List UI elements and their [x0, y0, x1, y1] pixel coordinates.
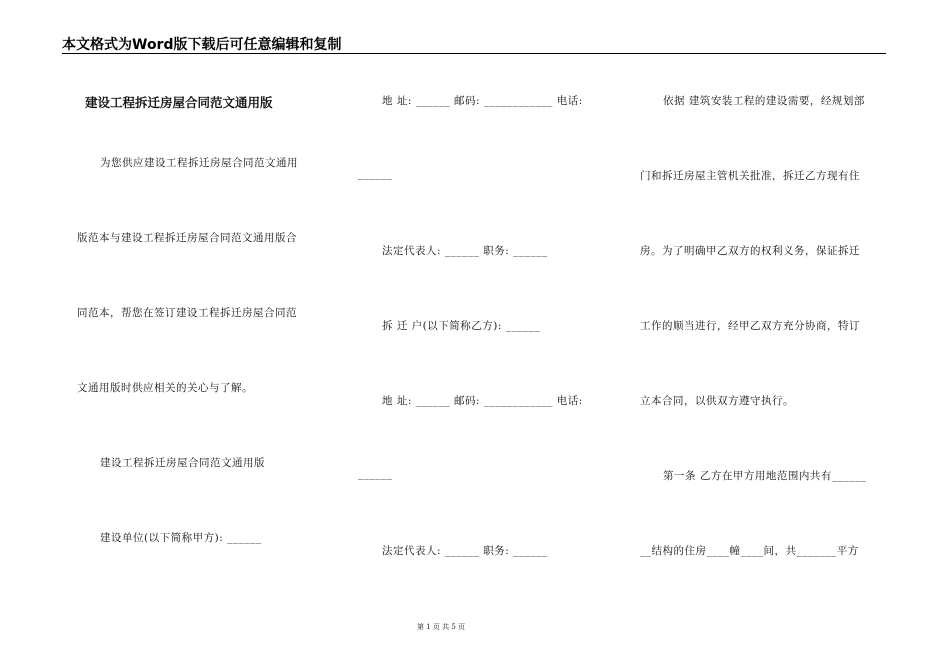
col1-line: 同范本，帮您在签订建设工程拆迁房屋合同范 — [77, 307, 297, 319]
col2-line: 法定代表人: ______ 职务: ______ — [382, 545, 548, 557]
header-divider — [62, 53, 886, 54]
col3-line: 工作的顺当进行，经甲乙双方充分协商，特订 — [640, 320, 860, 332]
col3-line: 第一条 乙方在甲方用地范围内共有______ — [663, 470, 867, 482]
col3-line: 门和拆迁房屋主管机关批准，拆迁乙方现有住 — [640, 170, 860, 182]
col3-line: __结构的住房____幢____间，共_______平方 — [640, 545, 859, 557]
col2-line: 法定代表人: ______ 职务: ______ — [382, 245, 548, 257]
col2-line: ______ — [358, 468, 393, 480]
document-title: 建设工程拆迁房屋合同范文通用版 — [85, 95, 273, 110]
col2-line: 地 址: ______ 邮码: ____________ 电话: — [382, 395, 583, 407]
page-header: 本文格式为Word版下载后可任意编辑和复制 — [62, 37, 342, 53]
col3-line: 依据 建筑安装工程的建设需要，经规划部 — [663, 95, 865, 107]
col1-line: 文通用版时供应相关的关心与了解。 — [77, 382, 253, 394]
col1-line: 建设工程拆迁房屋合同范文通用版 — [100, 457, 265, 469]
col1-line: 为您供应建设工程拆迁房屋合同范文通用 — [100, 157, 298, 169]
col3-line: 房。为了明确甲乙双方的权利义务，保证拆迁 — [640, 245, 860, 257]
col1-line: 建设单位(以下简称甲方): ______ — [100, 532, 262, 544]
col2-line: 拆 迁 户(以下简称乙方): ______ — [382, 320, 541, 332]
col2-line: ______ — [358, 168, 393, 180]
col3-line: 立本合同，以供双方遵守执行。 — [640, 395, 794, 407]
col2-line: 地 址: ______ 邮码: ____________ 电话: — [382, 95, 583, 107]
col1-line: 版范本与建设工程拆迁房屋合同范文通用版合 — [77, 232, 297, 244]
page-number: 第 1 页 共 5 页 — [416, 623, 466, 631]
